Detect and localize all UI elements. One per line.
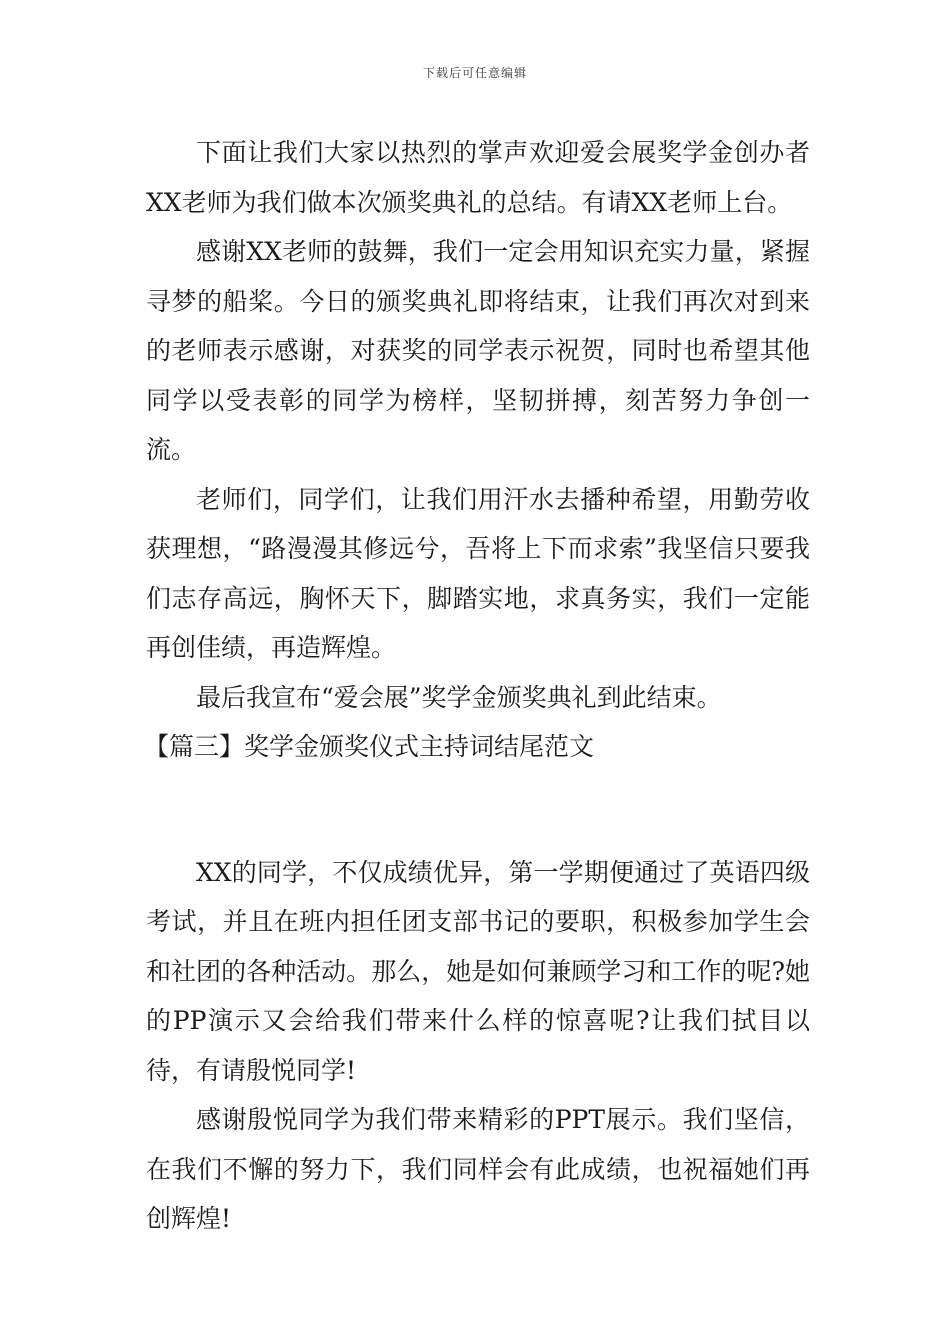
paragraph: XX的同学，不仅成绩优异，第一学期便通过了英语四级考试，并且在班内担任团支部书记的要职，积极参加学生会和社团的各种活动。那么，她是如何兼顾学习和工作的呢?她的PP演示又会给我们带来什么样的惊喜呢?让我们拭目以待，有请殷悦同学! bbox=[146, 857, 810, 1085]
document-body bbox=[146, 128, 810, 1244]
paragraph: 下面让我们大家以热烈的掌声欢迎爱会展奖学金创办者XX老师为我们做本次颁奖典礼的总结。有请XX老师上台。 bbox=[146, 138, 810, 217]
section-heading: 【篇三】奖学金颁奖仪式主持词结尾范文 bbox=[144, 732, 595, 761]
paragraph: 最后我宣布“爱会展”奖学金颁奖典礼到此结束。 bbox=[196, 682, 722, 712]
section-spacer bbox=[146, 772, 810, 848]
page-header-note: 下载后可任意编辑 bbox=[422, 66, 527, 80]
paragraph: 老师们，同学们，让我们用汗水去播种希望，用勤劳收获理想，“路漫漫其修远兮，吾将上下而求索”我坚信只要我们志存高远，胸怀天下，脚踏实地，求真务实，我们一定能再创佳绩，再造辉煌。 bbox=[146, 484, 810, 662]
paragraph: 感谢殷悦同学为我们带来精彩的PPT展示。我们坚信，在我们不懈的努力下，我们同样会有此成绩，也祝福她们再创辉煌! bbox=[146, 1105, 810, 1233]
paragraph: 感谢XX老师的鼓舞，我们一定会用知识充实力量，紧握寻梦的船桨。今日的颁奖典礼即将结束，让我们再次对到来的老师表示感谢，对获奖的同学表示祝贺，同时也希望其他同学以受表彰的同学为榜样，坚韧拼搏，刻苦努力争创一流。 bbox=[146, 237, 810, 464]
